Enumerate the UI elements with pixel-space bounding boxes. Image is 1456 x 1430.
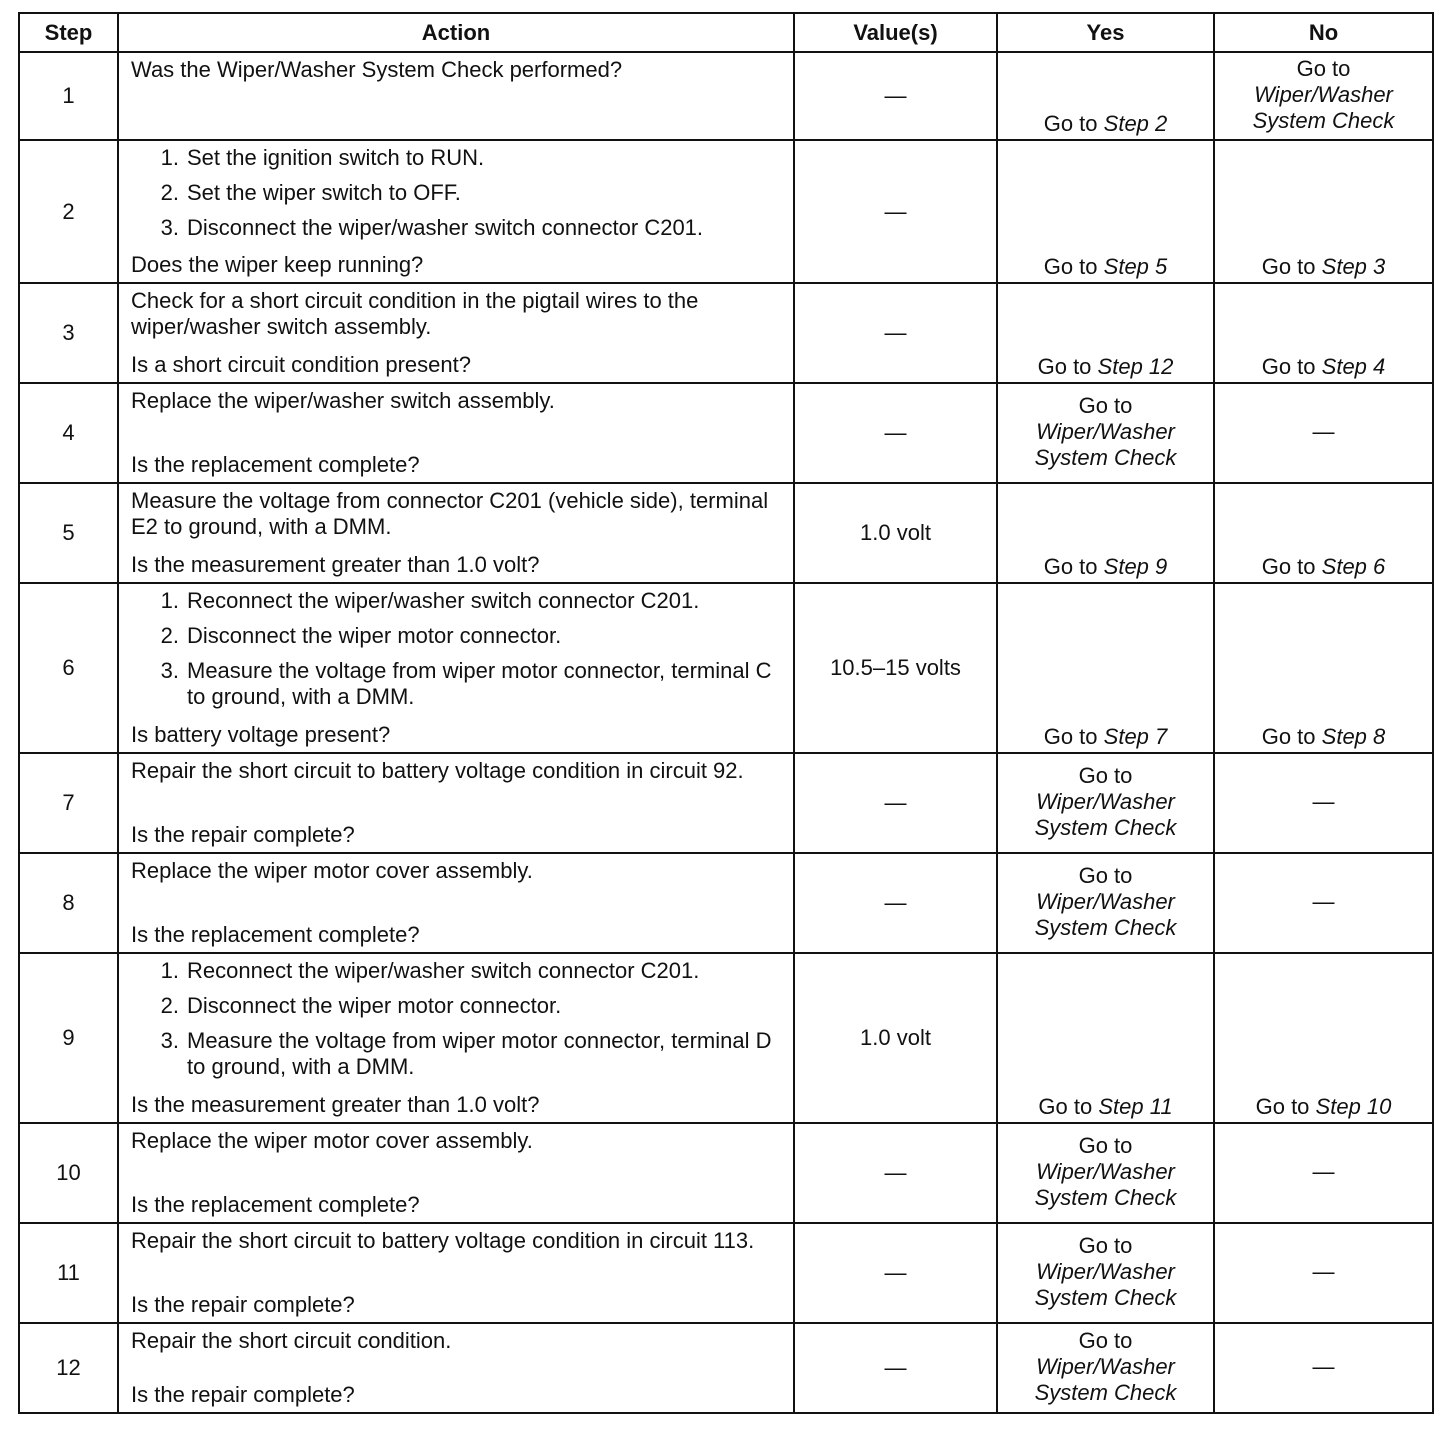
yes-cell bbox=[997, 853, 1214, 953]
value-cell: 1.0 volt bbox=[794, 483, 997, 583]
value-cell: — bbox=[794, 140, 997, 283]
goto-link[interactable] bbox=[1215, 1094, 1432, 1120]
action-text: Replace the wiper/washer switch assembly. bbox=[131, 388, 555, 413]
step-number: 4 bbox=[19, 383, 118, 483]
no-cell bbox=[1214, 283, 1433, 383]
goto-prefix: Go to bbox=[1038, 1094, 1093, 1119]
table-body bbox=[19, 52, 1433, 1413]
action-instructions bbox=[131, 958, 781, 1089]
goto-prefix: Go to bbox=[1078, 863, 1133, 888]
step-text: Measure the voltage from wiper motor connector, terminal D to ground, with a DMM. bbox=[187, 1028, 772, 1079]
action-instructions bbox=[131, 1228, 781, 1254]
step-number: 8 bbox=[19, 853, 118, 953]
action-content bbox=[131, 958, 781, 1118]
dash: — bbox=[1312, 789, 1335, 814]
no-cell bbox=[1214, 583, 1433, 753]
goto-ref: Step 12 bbox=[1097, 354, 1174, 379]
yes-cell bbox=[997, 483, 1214, 583]
table-row bbox=[19, 1123, 1433, 1223]
action-instructions bbox=[131, 57, 781, 83]
goto-ref: System Check bbox=[1252, 108, 1395, 133]
no-cell bbox=[1214, 52, 1433, 140]
action-question: Is a short circuit condition present? bbox=[131, 352, 471, 377]
dash: — bbox=[1312, 889, 1335, 914]
yes-cell bbox=[997, 140, 1214, 283]
step-text: Set the ignition switch to RUN. bbox=[187, 145, 485, 170]
no-cell bbox=[1214, 853, 1433, 953]
goto-ref: Wiper/Washer bbox=[1036, 419, 1175, 444]
goto-ref: System Check bbox=[1034, 815, 1177, 840]
action-content bbox=[131, 1128, 781, 1218]
step-number: 7 bbox=[19, 753, 118, 853]
step-text: Reconnect the wiper/washer switch connector C201. bbox=[187, 588, 700, 613]
action-question: Is the repair complete? bbox=[131, 822, 355, 847]
action-cell bbox=[118, 283, 794, 383]
action-instructions bbox=[131, 145, 781, 250]
goto-link[interactable] bbox=[1215, 56, 1432, 134]
action-step bbox=[131, 1028, 781, 1080]
goto-link[interactable] bbox=[1215, 254, 1432, 280]
action-text: Repair the short circuit to battery voltage condition in circuit 92. bbox=[131, 758, 744, 783]
table-row bbox=[19, 52, 1433, 140]
action-step bbox=[131, 993, 781, 1019]
table-row bbox=[19, 483, 1433, 583]
goto-ref: Wiper/Washer bbox=[1036, 889, 1175, 914]
goto-ref: Step 10 bbox=[1315, 1094, 1392, 1119]
goto-link[interactable] bbox=[998, 1233, 1213, 1311]
action-step bbox=[131, 145, 781, 171]
table-row bbox=[19, 583, 1433, 753]
action-content bbox=[131, 858, 781, 948]
table-row bbox=[19, 283, 1433, 383]
value-cell: — bbox=[794, 853, 997, 953]
action-steps-list bbox=[131, 588, 781, 710]
goto-ref: Wiper/Washer bbox=[1036, 1259, 1175, 1284]
action-steps-list bbox=[131, 145, 781, 241]
action-cell bbox=[118, 853, 794, 953]
action-question: Does the wiper keep running? bbox=[131, 252, 424, 277]
goto-ref: Step 9 bbox=[1103, 554, 1168, 579]
action-question: Is the replacement complete? bbox=[131, 922, 420, 947]
step-index: 2. bbox=[160, 623, 179, 648]
step-index: 1. bbox=[160, 958, 179, 983]
goto-ref: Wiper/Washer bbox=[1036, 1354, 1175, 1379]
yes-cell bbox=[997, 953, 1214, 1123]
step-number: 9 bbox=[19, 953, 118, 1123]
dash: — bbox=[1312, 1259, 1335, 1284]
goto-prefix: Go to bbox=[1078, 763, 1133, 788]
value-cell: — bbox=[794, 753, 997, 853]
value-cell: — bbox=[794, 283, 997, 383]
goto-prefix: Go to bbox=[1043, 554, 1098, 579]
action-question: Is the replacement complete? bbox=[131, 1192, 420, 1217]
yes-cell bbox=[997, 383, 1214, 483]
action-text: Repair the short circuit to battery voltage condition in circuit 113. bbox=[131, 1228, 755, 1253]
action-instructions bbox=[131, 758, 781, 784]
step-index: 2. bbox=[160, 180, 179, 205]
goto-link[interactable] bbox=[998, 1094, 1213, 1120]
step-number: 6 bbox=[19, 583, 118, 753]
goto-ref: Step 6 bbox=[1321, 554, 1386, 579]
value-cell: — bbox=[794, 1323, 997, 1413]
action-cell bbox=[118, 583, 794, 753]
goto-link[interactable] bbox=[998, 763, 1213, 841]
step-index: 3. bbox=[160, 658, 179, 683]
goto-link[interactable] bbox=[998, 354, 1213, 380]
action-cell bbox=[118, 52, 794, 140]
step-text: Disconnect the wiper motor connector. bbox=[187, 623, 562, 648]
step-index: 1. bbox=[160, 588, 179, 613]
action-instructions bbox=[131, 288, 781, 340]
dash: — bbox=[1312, 419, 1335, 444]
goto-prefix: Go to bbox=[1261, 254, 1316, 279]
step-text: Disconnect the wiper/washer switch connector C201. bbox=[187, 215, 704, 240]
action-content bbox=[131, 588, 781, 748]
dash: — bbox=[1312, 1354, 1335, 1379]
goto-prefix: Go to bbox=[1255, 1094, 1310, 1119]
no-cell bbox=[1214, 1223, 1433, 1323]
action-text: Was the Wiper/Washer System Check performed? bbox=[131, 57, 623, 82]
goto-prefix: Go to bbox=[1078, 1133, 1133, 1158]
step-index: 3. bbox=[160, 1028, 179, 1053]
action-cell bbox=[118, 1223, 794, 1323]
goto-link[interactable] bbox=[998, 554, 1213, 580]
goto-link[interactable] bbox=[998, 863, 1213, 941]
goto-ref: Wiper/Washer bbox=[1254, 82, 1393, 107]
action-question: Is the measurement greater than 1.0 volt? bbox=[131, 552, 540, 577]
goto-link[interactable] bbox=[1215, 354, 1432, 380]
value-cell: — bbox=[794, 1123, 997, 1223]
goto-ref: System Check bbox=[1034, 1380, 1177, 1405]
no-cell bbox=[1214, 953, 1433, 1123]
action-content bbox=[131, 388, 781, 478]
goto-prefix: Go to bbox=[1261, 724, 1316, 749]
no-cell bbox=[1214, 140, 1433, 283]
goto-prefix: Go to bbox=[1043, 254, 1098, 279]
action-content bbox=[131, 1228, 781, 1318]
value-cell: 1.0 volt bbox=[794, 953, 997, 1123]
goto-link[interactable] bbox=[998, 254, 1213, 280]
action-instructions bbox=[131, 588, 781, 719]
goto-prefix: Go to bbox=[1296, 56, 1351, 81]
step-number: 2 bbox=[19, 140, 118, 283]
step-text: Disconnect the wiper motor connector. bbox=[187, 993, 562, 1018]
header-values: Value(s) bbox=[794, 13, 997, 52]
header-action: Action bbox=[118, 13, 794, 52]
table-row bbox=[19, 953, 1433, 1123]
yes-cell bbox=[997, 583, 1214, 753]
goto-ref: System Check bbox=[1034, 1285, 1177, 1310]
action-instructions bbox=[131, 1328, 781, 1354]
yes-cell bbox=[997, 52, 1214, 140]
action-instructions bbox=[131, 388, 781, 414]
goto-link[interactable] bbox=[998, 1328, 1213, 1406]
action-step bbox=[131, 623, 781, 649]
table-row bbox=[19, 1323, 1433, 1413]
value-cell: — bbox=[794, 52, 997, 140]
header-no: No bbox=[1214, 13, 1433, 52]
action-text: Check for a short circuit condition in the pigtail wires to the wiper/washer switch assembly. bbox=[131, 288, 699, 339]
diagnostic-table bbox=[18, 12, 1434, 1414]
header-yes: Yes bbox=[997, 13, 1214, 52]
header-row bbox=[19, 13, 1433, 52]
action-step bbox=[131, 588, 781, 614]
dash: — bbox=[1312, 1159, 1335, 1184]
action-content bbox=[131, 1328, 781, 1408]
goto-prefix: Go to bbox=[1043, 724, 1098, 749]
action-content bbox=[131, 758, 781, 848]
yes-cell bbox=[997, 1123, 1214, 1223]
goto-prefix: Go to bbox=[1037, 354, 1092, 379]
step-text: Set the wiper switch to OFF. bbox=[187, 180, 461, 205]
action-question: Is the repair complete? bbox=[131, 1382, 355, 1407]
no-cell bbox=[1214, 1323, 1433, 1413]
action-instructions bbox=[131, 858, 781, 884]
goto-prefix: Go to bbox=[1078, 1328, 1133, 1353]
goto-link[interactable] bbox=[1215, 724, 1432, 750]
goto-ref: System Check bbox=[1034, 1185, 1177, 1210]
action-text: Repair the short circuit condition. bbox=[131, 1328, 452, 1353]
action-content bbox=[131, 57, 781, 135]
action-instructions bbox=[131, 488, 781, 540]
goto-ref: Step 7 bbox=[1103, 724, 1168, 749]
action-cell bbox=[118, 483, 794, 583]
goto-ref: Step 2 bbox=[1103, 111, 1168, 136]
action-steps-list bbox=[131, 958, 781, 1080]
action-step bbox=[131, 180, 781, 206]
header-step: Step bbox=[19, 13, 118, 52]
table-row bbox=[19, 1223, 1433, 1323]
goto-ref: Step 5 bbox=[1103, 254, 1168, 279]
goto-prefix: Go to bbox=[1261, 354, 1316, 379]
action-cell bbox=[118, 383, 794, 483]
action-question: Is the measurement greater than 1.0 volt? bbox=[131, 1092, 540, 1117]
action-content bbox=[131, 288, 781, 378]
goto-ref: System Check bbox=[1034, 915, 1177, 940]
step-number: 3 bbox=[19, 283, 118, 383]
goto-link[interactable] bbox=[998, 724, 1213, 750]
table-row bbox=[19, 140, 1433, 283]
goto-ref: Step 4 bbox=[1321, 354, 1386, 379]
step-number: 11 bbox=[19, 1223, 118, 1323]
yes-cell bbox=[997, 1223, 1214, 1323]
action-cell bbox=[118, 953, 794, 1123]
action-text: Replace the wiper motor cover assembly. bbox=[131, 1128, 533, 1153]
step-text: Reconnect the wiper/washer switch connector C201. bbox=[187, 958, 700, 983]
value-cell: — bbox=[794, 1223, 997, 1323]
goto-ref: Step 8 bbox=[1321, 724, 1386, 749]
value-cell: 10.5–15 volts bbox=[794, 583, 997, 753]
action-cell bbox=[118, 1323, 794, 1413]
goto-ref: Wiper/Washer bbox=[1036, 1159, 1175, 1184]
yes-cell bbox=[997, 283, 1214, 383]
step-text: Measure the voltage from wiper motor connector, terminal C to ground, with a DMM. bbox=[187, 658, 772, 709]
action-question: Is the repair complete? bbox=[131, 1292, 355, 1317]
action-step bbox=[131, 215, 781, 241]
goto-prefix: Go to bbox=[1043, 111, 1098, 136]
step-index: 1. bbox=[160, 145, 179, 170]
action-content bbox=[131, 145, 781, 278]
value-cell: — bbox=[794, 383, 997, 483]
goto-link[interactable] bbox=[998, 1133, 1213, 1211]
step-number: 1 bbox=[19, 52, 118, 140]
goto-ref: Step 11 bbox=[1098, 1094, 1173, 1119]
no-cell bbox=[1214, 753, 1433, 853]
goto-prefix: Go to bbox=[1078, 393, 1133, 418]
no-cell bbox=[1214, 383, 1433, 483]
action-content bbox=[131, 488, 781, 578]
action-text: Measure the voltage from connector C201 (vehicle side), terminal E2 to ground, with a DMM. bbox=[131, 488, 769, 539]
action-text: Replace the wiper motor cover assembly. bbox=[131, 858, 533, 883]
action-cell bbox=[118, 140, 794, 283]
action-question: Is battery voltage present? bbox=[131, 722, 391, 747]
action-step bbox=[131, 658, 781, 710]
action-question: Is the replacement complete? bbox=[131, 452, 420, 477]
no-cell bbox=[1214, 1123, 1433, 1223]
step-number: 10 bbox=[19, 1123, 118, 1223]
action-cell bbox=[118, 753, 794, 853]
yes-cell bbox=[997, 1323, 1214, 1413]
action-cell bbox=[118, 1123, 794, 1223]
table-row bbox=[19, 753, 1433, 853]
step-number: 12 bbox=[19, 1323, 118, 1413]
no-cell bbox=[1214, 483, 1433, 583]
goto-link[interactable] bbox=[998, 111, 1213, 137]
action-step bbox=[131, 958, 781, 984]
goto-prefix: Go to bbox=[1078, 1233, 1133, 1258]
goto-ref: Step 3 bbox=[1321, 254, 1386, 279]
yes-cell bbox=[997, 753, 1214, 853]
goto-ref: System Check bbox=[1034, 445, 1177, 470]
step-index: 2. bbox=[160, 993, 179, 1018]
action-instructions bbox=[131, 1128, 781, 1154]
table-row bbox=[19, 383, 1433, 483]
step-number: 5 bbox=[19, 483, 118, 583]
table-row bbox=[19, 853, 1433, 953]
goto-link[interactable] bbox=[1215, 554, 1432, 580]
goto-prefix: Go to bbox=[1261, 554, 1316, 579]
goto-ref: Wiper/Washer bbox=[1036, 789, 1175, 814]
step-index: 3. bbox=[160, 215, 179, 240]
goto-link[interactable] bbox=[998, 393, 1213, 471]
